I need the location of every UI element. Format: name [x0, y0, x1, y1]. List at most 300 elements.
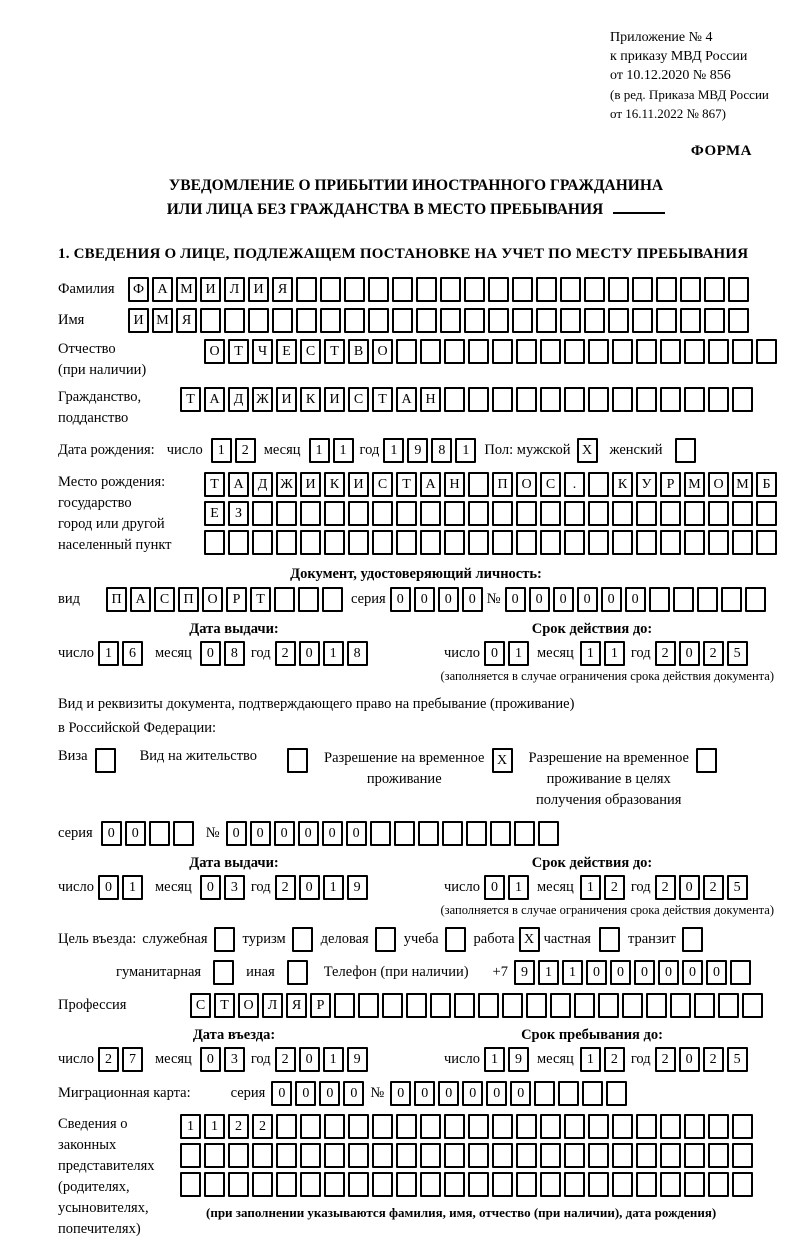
form-cell[interactable] [564, 387, 585, 412]
form-cell[interactable] [492, 1114, 513, 1139]
form-cell[interactable]: 0 [679, 1047, 700, 1072]
form-cell[interactable]: 0 [586, 960, 607, 985]
form-cell[interactable] [732, 387, 753, 412]
form-cell[interactable]: 0 [298, 821, 319, 846]
form-cell[interactable] [468, 472, 489, 497]
form-cell[interactable]: 0 [529, 587, 550, 612]
form-cell[interactable]: И [276, 387, 297, 412]
form-cell[interactable]: 1 [211, 438, 232, 463]
birthplace-cells-row-3[interactable] [204, 530, 777, 555]
form-cell[interactable] [704, 308, 725, 333]
form-cell[interactable] [732, 501, 753, 526]
form-cell[interactable]: Д [228, 387, 249, 412]
form-cell[interactable] [252, 1143, 273, 1168]
form-cell[interactable] [272, 308, 293, 333]
form-cell[interactable] [300, 1114, 321, 1139]
form-cell[interactable]: Е [204, 501, 225, 526]
entry-stay-month-cells[interactable] [580, 1047, 625, 1072]
form-cell[interactable] [670, 993, 691, 1018]
form-cell[interactable] [392, 308, 413, 333]
form-cell[interactable] [276, 1172, 297, 1197]
form-cell[interactable]: О [708, 472, 729, 497]
form-cell[interactable] [224, 308, 245, 333]
form-cell[interactable] [608, 277, 629, 302]
form-cell[interactable] [348, 1114, 369, 1139]
form-cell[interactable] [540, 1172, 561, 1197]
form-cell[interactable] [564, 1172, 585, 1197]
form-cell[interactable] [298, 587, 319, 612]
form-cell[interactable] [344, 277, 365, 302]
form-cell[interactable]: 0 [601, 587, 622, 612]
form-cell[interactable]: 2 [228, 1114, 249, 1139]
form-cell[interactable]: 2 [275, 875, 296, 900]
form-cell[interactable] [636, 530, 657, 555]
form-cell[interactable]: И [248, 277, 269, 302]
form-cell[interactable] [636, 1172, 657, 1197]
form-cell[interactable] [370, 821, 391, 846]
form-cell[interactable] [636, 1143, 657, 1168]
birthplace-cells-row-2[interactable] [204, 501, 777, 526]
form-cell[interactable] [502, 993, 523, 1018]
patronymic-cells[interactable] [204, 339, 777, 364]
form-cell[interactable]: Т [324, 339, 345, 364]
form-cell[interactable] [276, 501, 297, 526]
form-cell[interactable]: 0 [200, 641, 221, 666]
form-cell[interactable] [684, 1114, 705, 1139]
form-cell[interactable] [358, 993, 379, 1018]
form-cell[interactable]: А [152, 277, 173, 302]
form-cell[interactable]: 1 [508, 875, 529, 900]
form-cell[interactable] [396, 339, 417, 364]
form-cell[interactable]: Р [310, 993, 331, 1018]
form-cell[interactable] [444, 387, 465, 412]
form-cell[interactable] [213, 960, 234, 985]
form-cell[interactable]: 1 [323, 641, 344, 666]
form-cell[interactable]: 0 [486, 1081, 507, 1106]
form-cell[interactable] [588, 1114, 609, 1139]
form-cell[interactable]: П [106, 587, 127, 612]
form-cell[interactable]: К [612, 472, 633, 497]
form-cell[interactable] [382, 993, 403, 1018]
purpose-other-checkbox[interactable] [287, 960, 308, 985]
form-cell[interactable]: 9 [508, 1047, 529, 1072]
form-cell[interactable] [684, 501, 705, 526]
form-cell[interactable] [612, 1143, 633, 1168]
form-cell[interactable]: 0 [299, 1047, 320, 1072]
form-cell[interactable] [492, 1143, 513, 1168]
form-cell[interactable] [564, 1143, 585, 1168]
surname-cells[interactable] [128, 277, 749, 302]
representatives-cells-row-1[interactable] [180, 1114, 753, 1139]
form-cell[interactable]: И [324, 387, 345, 412]
form-cell[interactable] [324, 530, 345, 555]
form-cell[interactable] [696, 748, 717, 773]
form-cell[interactable]: 0 [125, 821, 146, 846]
form-cell[interactable]: У [636, 472, 657, 497]
form-cell[interactable]: 0 [706, 960, 727, 985]
form-cell[interactable]: 6 [122, 641, 143, 666]
form-cell[interactable]: 2 [275, 1047, 296, 1072]
form-cell[interactable] [684, 1172, 705, 1197]
form-cell[interactable] [646, 993, 667, 1018]
form-cell[interactable]: 0 [200, 875, 221, 900]
form-cell[interactable] [454, 993, 475, 1018]
form-cell[interactable]: 9 [407, 438, 428, 463]
form-cell[interactable] [660, 339, 681, 364]
form-cell[interactable]: М [152, 308, 173, 333]
form-cell[interactable]: 2 [235, 438, 256, 463]
residence-expiry-year-cells[interactable] [655, 875, 748, 900]
residence-expiry-month-cells[interactable] [580, 875, 625, 900]
form-cell[interactable]: 2 [604, 1047, 625, 1072]
form-cell[interactable] [612, 501, 633, 526]
form-cell[interactable]: П [178, 587, 199, 612]
form-cell[interactable]: 1 [122, 875, 143, 900]
form-cell[interactable]: С [540, 472, 561, 497]
form-cell[interactable] [344, 308, 365, 333]
form-cell[interactable] [516, 1114, 537, 1139]
form-cell[interactable]: 1 [508, 641, 529, 666]
form-cell[interactable] [632, 277, 653, 302]
entry-arrival-year-cells[interactable] [275, 1047, 368, 1072]
form-cell[interactable]: М [684, 472, 705, 497]
form-cell[interactable] [708, 1114, 729, 1139]
form-cell[interactable] [394, 821, 415, 846]
edu-residence-checkbox[interactable] [696, 748, 717, 773]
form-cell[interactable]: С [190, 993, 211, 1018]
form-cell[interactable] [612, 530, 633, 555]
form-cell[interactable]: 0 [462, 1081, 483, 1106]
form-cell[interactable]: А [396, 387, 417, 412]
form-cell[interactable]: П [492, 472, 513, 497]
form-cell[interactable]: 0 [577, 587, 598, 612]
form-cell[interactable] [584, 277, 605, 302]
form-cell[interactable] [732, 1114, 753, 1139]
form-cell[interactable] [420, 501, 441, 526]
form-cell[interactable] [444, 530, 465, 555]
form-cell[interactable] [444, 501, 465, 526]
form-cell[interactable] [745, 587, 766, 612]
form-cell[interactable] [636, 501, 657, 526]
form-cell[interactable]: О [238, 993, 259, 1018]
form-cell[interactable] [675, 438, 696, 463]
form-cell[interactable] [538, 821, 559, 846]
form-cell[interactable] [612, 339, 633, 364]
form-cell[interactable]: X [492, 748, 513, 773]
identity-issue-year-cells[interactable] [275, 641, 368, 666]
form-cell[interactable]: К [300, 387, 321, 412]
form-cell[interactable] [660, 1143, 681, 1168]
form-cell[interactable]: М [732, 472, 753, 497]
sex-male-checkbox[interactable] [577, 438, 598, 463]
form-cell[interactable] [588, 472, 609, 497]
phone-cells[interactable] [514, 960, 751, 985]
form-cell[interactable] [300, 530, 321, 555]
form-cell[interactable]: Р [660, 472, 681, 497]
form-cell[interactable] [324, 501, 345, 526]
form-cell[interactable] [704, 277, 725, 302]
form-cell[interactable] [468, 530, 489, 555]
form-cell[interactable]: 0 [682, 960, 703, 985]
form-cell[interactable]: А [130, 587, 151, 612]
form-cell[interactable]: 0 [299, 641, 320, 666]
form-cell[interactable]: Н [444, 472, 465, 497]
form-cell[interactable]: Н [420, 387, 441, 412]
form-cell[interactable] [420, 530, 441, 555]
form-cell[interactable]: 0 [679, 641, 700, 666]
form-cell[interactable] [632, 308, 653, 333]
form-cell[interactable] [728, 277, 749, 302]
form-cell[interactable] [697, 587, 718, 612]
form-cell[interactable]: 1 [180, 1114, 201, 1139]
form-cell[interactable] [680, 308, 701, 333]
form-cell[interactable] [372, 1172, 393, 1197]
form-cell[interactable] [444, 1172, 465, 1197]
form-cell[interactable] [516, 387, 537, 412]
residence-issue-year-cells[interactable] [275, 875, 368, 900]
form-cell[interactable] [588, 1172, 609, 1197]
form-cell[interactable] [488, 308, 509, 333]
form-cell[interactable] [320, 277, 341, 302]
form-cell[interactable]: Я [272, 277, 293, 302]
form-cell[interactable] [598, 993, 619, 1018]
identity-expiry-day-cells[interactable] [484, 641, 529, 666]
citizenship-cells[interactable] [180, 387, 753, 412]
form-cell[interactable] [606, 1081, 627, 1106]
form-cell[interactable]: 0 [438, 587, 459, 612]
form-cell[interactable]: 0 [634, 960, 655, 985]
form-cell[interactable]: А [204, 387, 225, 412]
profession-cells[interactable] [190, 993, 763, 1018]
form-cell[interactable]: И [200, 277, 221, 302]
form-cell[interactable] [708, 501, 729, 526]
temp-residence-checkbox[interactable] [492, 748, 513, 773]
form-cell[interactable]: А [420, 472, 441, 497]
form-cell[interactable]: 9 [514, 960, 535, 985]
form-cell[interactable] [732, 1143, 753, 1168]
form-cell[interactable] [742, 993, 763, 1018]
form-cell[interactable] [464, 308, 485, 333]
form-cell[interactable] [588, 339, 609, 364]
form-cell[interactable]: 1 [204, 1114, 225, 1139]
form-cell[interactable]: 1 [309, 438, 330, 463]
form-cell[interactable] [636, 387, 657, 412]
form-cell[interactable] [536, 277, 557, 302]
form-cell[interactable] [512, 277, 533, 302]
form-cell[interactable] [468, 1172, 489, 1197]
form-cell[interactable]: 0 [510, 1081, 531, 1106]
form-cell[interactable]: С [154, 587, 175, 612]
form-cell[interactable]: 1 [580, 641, 601, 666]
form-cell[interactable]: О [516, 472, 537, 497]
form-cell[interactable] [649, 587, 670, 612]
form-cell[interactable] [514, 821, 535, 846]
form-cell[interactable] [396, 530, 417, 555]
form-cell[interactable] [276, 1114, 297, 1139]
form-cell[interactable]: 0 [484, 875, 505, 900]
form-cell[interactable] [708, 1172, 729, 1197]
form-cell[interactable] [372, 501, 393, 526]
form-cell[interactable] [300, 501, 321, 526]
form-cell[interactable]: 0 [322, 821, 343, 846]
form-cell[interactable]: 0 [343, 1081, 364, 1106]
form-cell[interactable] [732, 339, 753, 364]
form-cell[interactable]: 0 [484, 641, 505, 666]
form-cell[interactable]: Ф [128, 277, 149, 302]
purpose-study-checkbox[interactable] [445, 927, 466, 952]
form-cell[interactable]: 0 [98, 875, 119, 900]
form-cell[interactable] [564, 1114, 585, 1139]
form-cell[interactable]: 0 [319, 1081, 340, 1106]
form-cell[interactable]: Я [286, 993, 307, 1018]
form-cell[interactable] [608, 308, 629, 333]
form-cell[interactable]: 0 [271, 1081, 292, 1106]
form-cell[interactable] [292, 927, 313, 952]
form-cell[interactable] [468, 501, 489, 526]
form-cell[interactable] [372, 530, 393, 555]
form-cell[interactable] [375, 927, 396, 952]
form-cell[interactable] [682, 927, 703, 952]
form-cell[interactable]: Т [204, 472, 225, 497]
form-cell[interactable]: 2 [655, 1047, 676, 1072]
form-cell[interactable]: 1 [323, 1047, 344, 1072]
form-cell[interactable]: Т [250, 587, 271, 612]
form-cell[interactable]: . [564, 472, 585, 497]
purpose-transit-checkbox[interactable] [682, 927, 703, 952]
form-cell[interactable]: С [300, 339, 321, 364]
form-cell[interactable] [492, 1172, 513, 1197]
form-cell[interactable] [252, 530, 273, 555]
form-cell[interactable] [588, 1143, 609, 1168]
entry-arrival-day-cells[interactable] [98, 1047, 143, 1072]
residence-doc-number-cells[interactable] [226, 821, 559, 846]
form-cell[interactable]: 8 [431, 438, 452, 463]
form-cell[interactable] [320, 308, 341, 333]
form-cell[interactable] [368, 277, 389, 302]
birthdate-day-cells[interactable] [211, 438, 256, 463]
form-cell[interactable] [180, 1172, 201, 1197]
purpose-official-checkbox[interactable] [214, 927, 235, 952]
form-cell[interactable]: 1 [580, 875, 601, 900]
form-cell[interactable] [276, 1143, 297, 1168]
form-cell[interactable] [732, 1172, 753, 1197]
form-cell[interactable]: Л [262, 993, 283, 1018]
form-cell[interactable]: 9 [347, 1047, 368, 1072]
form-cell[interactable] [588, 501, 609, 526]
form-cell[interactable]: 2 [604, 875, 625, 900]
form-cell[interactable]: 8 [347, 641, 368, 666]
form-cell[interactable]: 1 [333, 438, 354, 463]
form-cell[interactable] [300, 1143, 321, 1168]
purpose-humanitarian-checkbox[interactable] [213, 960, 234, 985]
form-cell[interactable] [173, 821, 194, 846]
form-cell[interactable] [488, 277, 509, 302]
form-cell[interactable] [149, 821, 170, 846]
birthplace-cells-row-1[interactable] [204, 472, 777, 497]
form-cell[interactable]: 0 [625, 587, 646, 612]
form-cell[interactable]: Б [756, 472, 777, 497]
form-cell[interactable]: Т [180, 387, 201, 412]
form-cell[interactable] [478, 993, 499, 1018]
form-cell[interactable] [324, 1172, 345, 1197]
form-cell[interactable]: 0 [610, 960, 631, 985]
form-cell[interactable]: С [372, 472, 393, 497]
form-cell[interactable]: 1 [538, 960, 559, 985]
form-cell[interactable]: И [348, 472, 369, 497]
form-cell[interactable] [468, 1114, 489, 1139]
form-cell[interactable] [180, 1143, 201, 1168]
form-cell[interactable] [564, 501, 585, 526]
form-cell[interactable]: Р [226, 587, 247, 612]
birthdate-year-cells[interactable] [383, 438, 476, 463]
form-cell[interactable]: О [202, 587, 223, 612]
residence-issue-month-cells[interactable] [200, 875, 245, 900]
form-cell[interactable]: З [228, 501, 249, 526]
form-cell[interactable] [430, 993, 451, 1018]
form-cell[interactable]: Ж [252, 387, 273, 412]
identity-expiry-month-cells[interactable] [580, 641, 625, 666]
form-cell[interactable] [466, 821, 487, 846]
residence-permit-checkbox[interactable] [287, 748, 308, 773]
form-cell[interactable] [287, 748, 308, 773]
form-cell[interactable] [534, 1081, 555, 1106]
form-cell[interactable] [673, 587, 694, 612]
form-cell[interactable]: 2 [275, 641, 296, 666]
form-cell[interactable] [540, 530, 561, 555]
form-cell[interactable]: 1 [484, 1047, 505, 1072]
form-cell[interactable] [418, 821, 439, 846]
form-cell[interactable] [732, 530, 753, 555]
form-cell[interactable] [204, 530, 225, 555]
form-cell[interactable] [540, 339, 561, 364]
representatives-cells-row-3[interactable] [180, 1172, 753, 1197]
residence-doc-series-cells[interactable] [101, 821, 194, 846]
identity-issue-month-cells[interactable] [200, 641, 245, 666]
form-cell[interactable]: Т [214, 993, 235, 1018]
form-cell[interactable]: Л [224, 277, 245, 302]
form-cell[interactable]: 0 [438, 1081, 459, 1106]
form-cell[interactable] [516, 339, 537, 364]
form-cell[interactable] [516, 501, 537, 526]
identity-doc-type-cells[interactable] [106, 587, 343, 612]
migration-card-series-cells[interactable] [271, 1081, 364, 1106]
form-cell[interactable] [582, 1081, 603, 1106]
form-cell[interactable] [492, 339, 513, 364]
form-cell[interactable]: Е [276, 339, 297, 364]
form-cell[interactable] [440, 308, 461, 333]
form-cell[interactable]: 0 [505, 587, 526, 612]
form-cell[interactable] [368, 308, 389, 333]
form-cell[interactable] [372, 1143, 393, 1168]
form-cell[interactable] [252, 501, 273, 526]
form-cell[interactable] [348, 501, 369, 526]
form-cell[interactable] [444, 1143, 465, 1168]
form-cell[interactable] [516, 1172, 537, 1197]
form-cell[interactable]: 9 [347, 875, 368, 900]
migration-card-number-cells[interactable] [390, 1081, 627, 1106]
form-cell[interactable] [492, 530, 513, 555]
form-cell[interactable] [214, 927, 235, 952]
form-cell[interactable]: С [348, 387, 369, 412]
form-cell[interactable]: 1 [455, 438, 476, 463]
entry-stay-year-cells[interactable] [655, 1047, 748, 1072]
form-cell[interactable] [324, 1143, 345, 1168]
form-cell[interactable]: Ч [252, 339, 273, 364]
form-cell[interactable]: 0 [226, 821, 247, 846]
form-cell[interactable] [660, 387, 681, 412]
form-cell[interactable]: М [176, 277, 197, 302]
form-cell[interactable] [228, 530, 249, 555]
